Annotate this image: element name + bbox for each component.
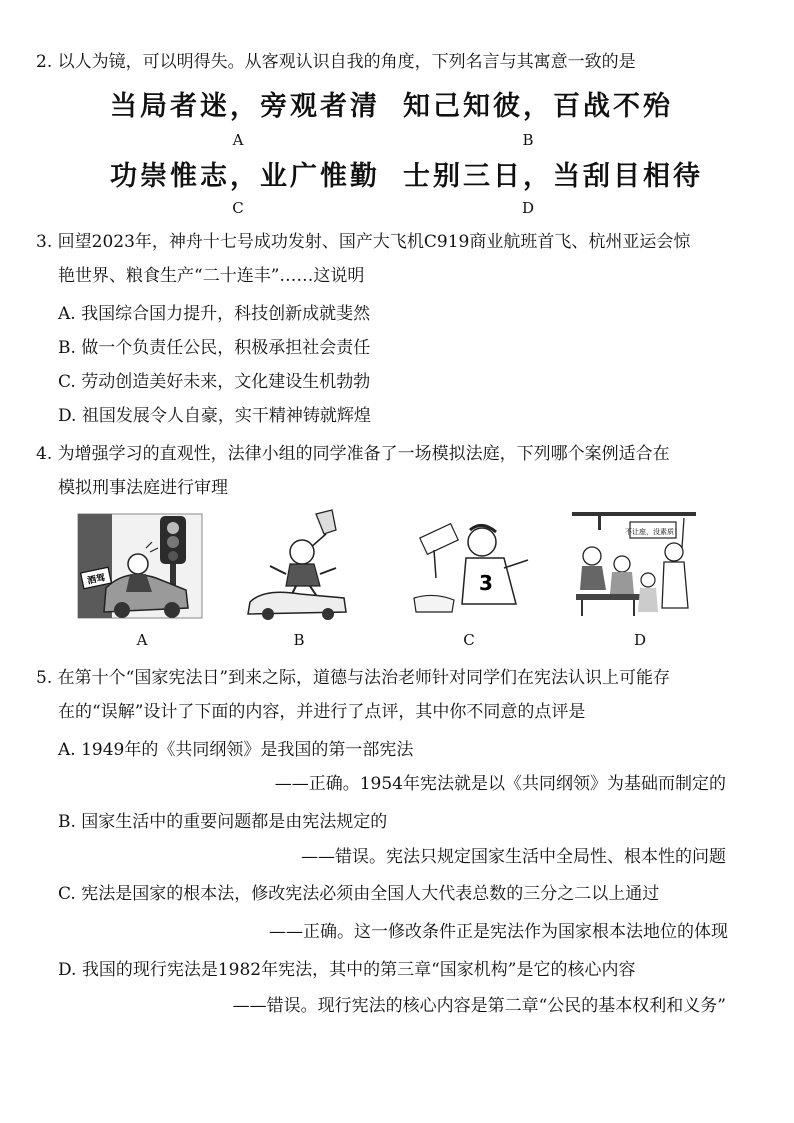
student-illustration [404, 508, 532, 620]
q2-option-c-text: 功崇惟志，业广惟勤 [110, 161, 380, 192]
q2-option-c-label: C [232, 199, 244, 217]
q4-pic-a-label: A [136, 631, 148, 649]
q4-pic-b-label: B [293, 631, 305, 649]
q4-pic-d-label: D [633, 631, 647, 649]
q2-option-a-text: 当局者迷，旁观者清 [110, 91, 380, 122]
q2-option-d-text: 士别三日，当刮目相待 [403, 161, 703, 192]
q5-option-a-comment: ——正确。1954年宪法就是以《共同纲领》为基础而制定的 [274, 774, 726, 794]
q3-option-d: D. 祖国发展令人自豪，实干精神铸就辉煌 [58, 406, 371, 426]
q3-option-b: B. 做一个负责任公民，积极承担社会责任 [58, 338, 371, 358]
q3-option-c: C. 劳动创造美好未来，文化建设生机勃勃 [58, 372, 371, 392]
q5-option-c-comment: ——正确。这一修改条件正是宪法作为国家根本法地位的体现 [269, 922, 728, 942]
q5-stem-line2: 在的“误解”设计了下面的内容，并进行了点评，其中你不同意的点评是 [58, 702, 586, 722]
q5-option-b-statement: B. 国家生活中的重要问题都是由宪法规定的 [58, 812, 388, 832]
drunk-driving-illustration [76, 508, 204, 620]
q3-option-a: A. 我国综合国力提升，科技创新成就斐然 [58, 304, 371, 324]
q5-option-a-statement: A. 1949年的《共同纲领》是我国的第一部宪法 [58, 740, 414, 760]
q2-option-b-label: B [522, 131, 534, 149]
q2-stem: 2. 以人为镜，可以明得失。从客观认识自我的角度，下列名言与其寓意一致的是 [36, 52, 636, 72]
q5-option-b-comment: ——错误。宪法只规定国家生活中全局性、根本性的问题 [301, 847, 726, 867]
q5-option-d-statement: D. 我国的现行宪法是1982年宪法，其中的第三章“国家机构”是它的核心内容 [58, 960, 636, 980]
q3-stem-line2: 艳世界、粮食生产“二十连丰”……这说明 [58, 266, 365, 286]
q4-pic-c-label: C [463, 631, 475, 649]
q2-option-b-text: 知己知彼，百战不殆 [403, 91, 673, 122]
q2-option-a-label: A [232, 131, 244, 149]
student-number-text: 3 [479, 571, 493, 595]
bus-seat-illustration [570, 508, 698, 620]
q4-stem-line1: 4. 为增强学习的直观性，法律小组的同学准备了一场模拟法庭，下列哪个案例适合在 [36, 444, 670, 464]
q5-option-c-statement: C. 宪法是国家的根本法，修改宪法必须由全国人大代表总数的三分之二以上通过 [58, 884, 660, 904]
q5-stem-line1: 5. 在第十个“国家宪法日”到来之际，道德与法治老师针对同学们在宪法认识上可能存 [36, 668, 671, 688]
drunk-driving-sign-text: 酒驾 [86, 573, 107, 587]
q4-stem-line2: 模拟刑事法庭进行审理 [58, 478, 228, 498]
q5-option-d-comment: ——错误。现行宪法的核心内容是第二章“公民的基本权利和义务” [232, 996, 726, 1016]
child-on-car-illustration [240, 508, 358, 620]
bus-sign-text: 不让座，没素质！ [625, 528, 681, 536]
q2-option-d-label: D [521, 199, 535, 217]
q3-stem-line1: 3. 回望2023年，神舟十七号成功发射、国产大飞机C919商业航班首飞、杭州亚运会惊 [36, 232, 691, 252]
